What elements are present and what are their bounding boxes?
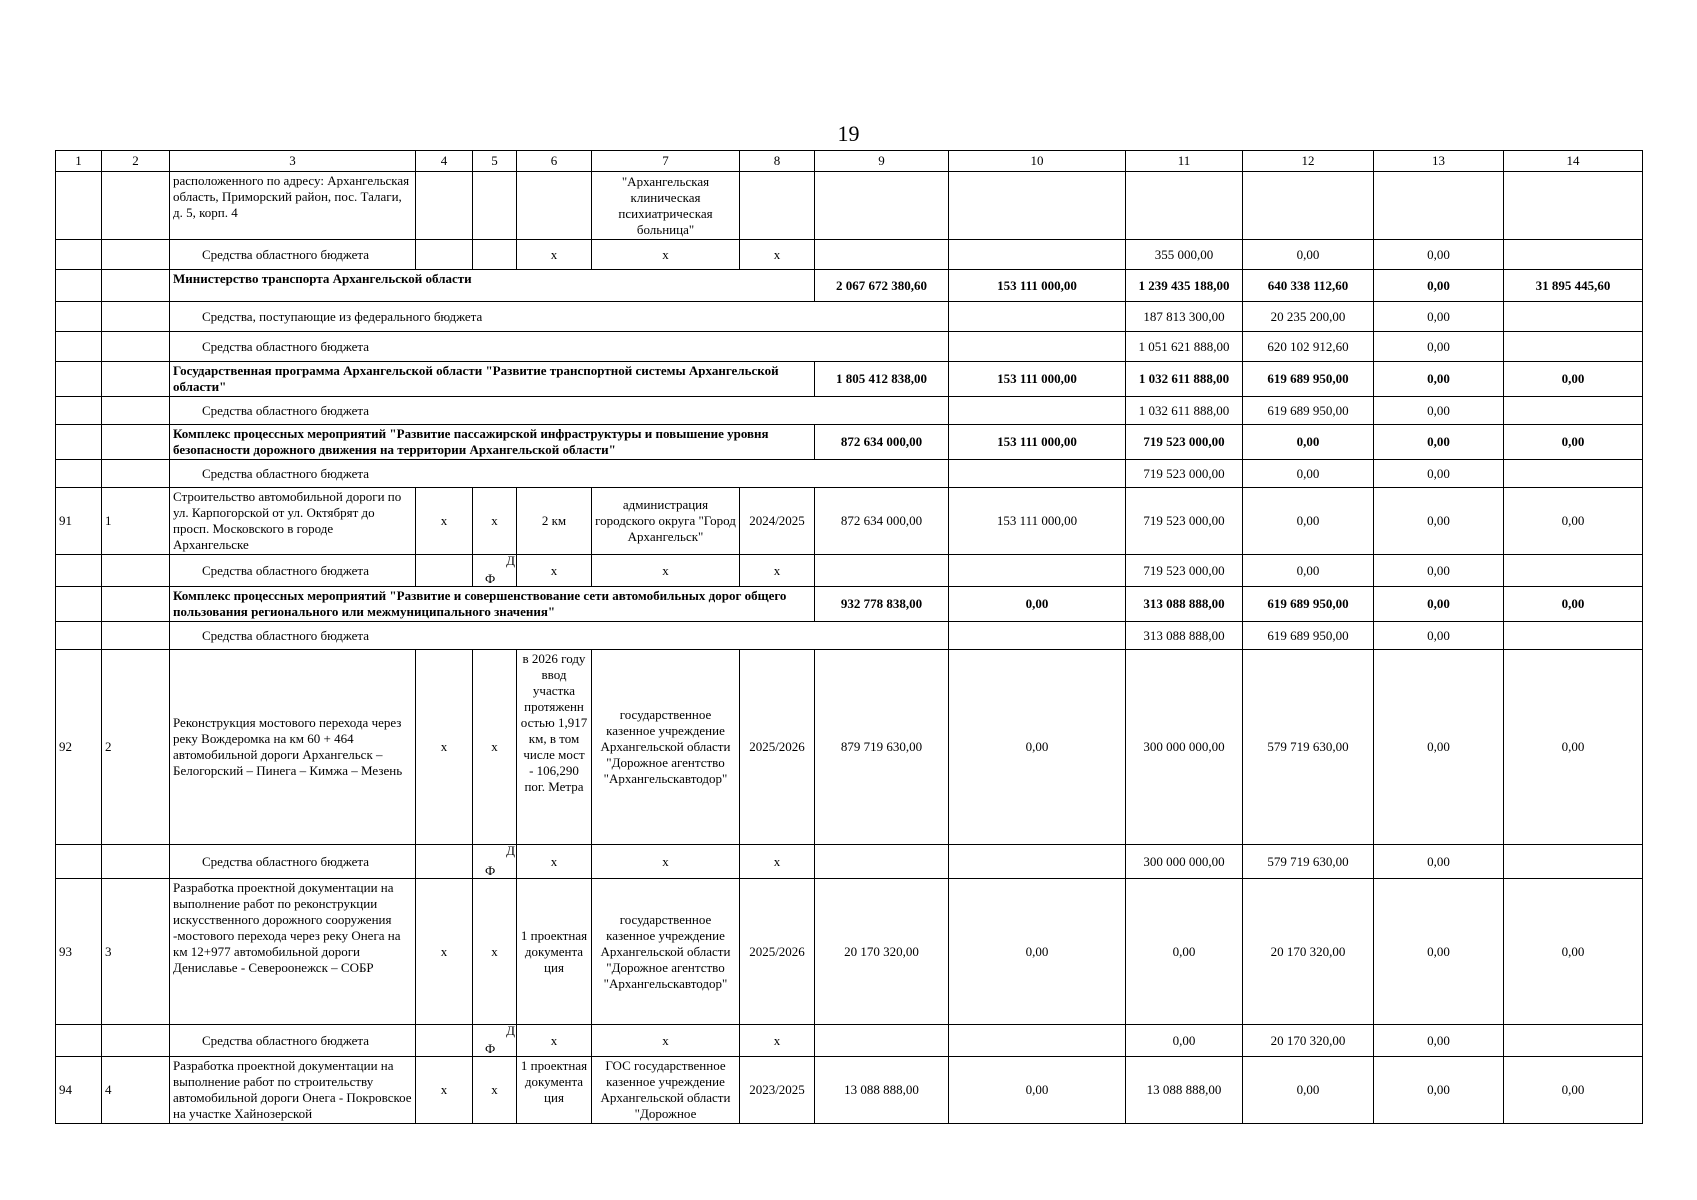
executor: администрация городского округа "Город Архангельск" <box>592 488 740 555</box>
col-header: 3 <box>170 151 416 172</box>
ministry-name: Министерство транспорта Архангельской области <box>170 270 815 302</box>
table-row: 92 2 Реконструкция мостового перехода через реку Вождеромка на км 60 + 464 автомобильной дороги Архангельск – Белогорский – Пинега – Кимжа – Мезень х х в 2026 году ввод участка протяженн остью 1,917 км, в том числе мост - 106,290 пог. Метра государственное казенное учреждение Архангельской области "Дорожное агентство "Архангельскавтодор" 2025/2026 879 719 630,00 0,00 300 000 000,00 579 719 630,00 0,00 0,00 <box>56 650 1643 845</box>
col-header: 9 <box>815 151 949 172</box>
col-header: 12 <box>1243 151 1374 172</box>
table-row <box>56 172 1643 240</box>
table-row: 91 1 Строительство автомобильной дороги по ул. Карпогорской от ул. Октябрят до просп. Московского в городе Архангельске х х 2 км администрация городского округа "Город Архангельск" 2024/2025 872 634 000,00 153 111 000,00 719 523 000,00 0,00 0,00 0,00 <box>56 488 1643 555</box>
funding-label: Средства областного бюджета <box>170 622 949 650</box>
page-number: 19 <box>837 121 860 146</box>
program-name: Государственная программа Архангельской области "Развитие транспортной системы Архангельской области" <box>170 362 815 397</box>
item-name: Разработка проектной документации на выполнение работ по строительству автомобильной дороги Онега - Покровское на участке Хайнозерской <box>170 1057 416 1124</box>
funding-label: Средства, поступающие из федерального бюджета <box>170 302 949 332</box>
table-row: 94 4 Разработка проектной документации на выполнение работ по строительству автомобильной дороги Онега - Покровское на участке Хайнозерской х х 1 проектная документа ция ГОС государственное казенное учреждение Архангельской области "Дорожное 2023/2025 13 088 888,00 0,00 13 088 888,00 0,00 0,00 0,00 <box>56 1057 1643 1124</box>
funding-label: Средства областного бюджета <box>170 845 416 879</box>
table-row: 93 3 Разработка проектной документации на выполнение работ по реконструкции искусственного дорожного сооружения -мостового перехода через реку Онега на км 12+977 автомобильной дороги Дениславье - Североонежск – СОБР х х 1 проектная документа ция государственное казенное учреждение Архангельской области "Дорожное агентство "Архангельскавтодор" 2025/2026 20 170 320,00 0,00 0,00 20 170 320,00 0,00 0,00 <box>56 879 1643 1025</box>
col-header: 5 <box>473 151 517 172</box>
funding-label: Средства областного бюджета <box>170 240 416 270</box>
col-header: 13 <box>1374 151 1504 172</box>
complex-name: Комплекс процессных мероприятий "Развитие пассажирской инфраструктуры и повышение уровня безопасности дорожного движения на территории Архангельской области" <box>170 425 815 460</box>
col-header: 11 <box>1126 151 1243 172</box>
executor: ГОС государственное казенное учреждение Архангельской области "Дорожное <box>592 1057 740 1124</box>
funding-row: Средства областного бюджета х х х 355 000,00 0,00 0,00 <box>56 240 1643 270</box>
col-header: 10 <box>949 151 1126 172</box>
item-name: Разработка проектной документации на выполнение работ по реконструкции искусственного дорожного сооружения -мостового перехода через реку Онега на км 12+977 автомобильной дороги Дениславье - Североонежск – СОБР <box>170 879 416 1025</box>
col-header: 2 <box>102 151 170 172</box>
item-name: Строительство автомобильной дороги по ул. Карпогорской от ул. Октябрят до просп. Московского в городе Архангельске <box>170 488 416 555</box>
col-header: 7 <box>592 151 740 172</box>
funding-label: Средства областного бюджета <box>170 1025 416 1057</box>
budget-table <box>55 150 1643 1124</box>
df-mark: Д Ф <box>473 555 517 587</box>
item-name: расположенного по адресу: Архангельская область, Приморский район, пос. Талаги, д. 5, корп. 4 <box>170 172 416 240</box>
funding-label: Средства областного бюджета <box>170 332 949 362</box>
complex-row: Комплекс процессных мероприятий "Развитие пассажирской инфраструктуры и повышение уровня безопасности дорожного движения на территории Архангельской области" 872 634 000,00 153 111 000,00 719 523 000,00 0,00 0,00 0,00 <box>56 425 1643 460</box>
funding-label: Средства областного бюджета <box>170 460 949 488</box>
executor: государственное казенное учреждение Архангельской области "Дорожное агентство "Архангельскавтодор" <box>592 650 740 845</box>
funding-row: Средства областного бюджета 719 523 000,00 0,00 0,00 <box>56 460 1643 488</box>
funding-row: Средства областного бюджета 1 051 621 888,00 620 102 912,60 0,00 <box>56 332 1643 362</box>
column-number-row <box>56 151 1643 172</box>
df-mark: Д Ф <box>473 845 517 879</box>
funding-row: Средства областного бюджета Д Ф х х х 300 000 000,00 579 719 630,00 0,00 <box>56 845 1643 879</box>
col-header: 8 <box>740 151 815 172</box>
funding-row: Средства, поступающие из федерального бюджета 187 813 300,00 20 235 200,00 0,00 <box>56 302 1643 332</box>
funding-row: Средства областного бюджета Д Ф х х х 719 523 000,00 0,00 0,00 <box>56 555 1643 587</box>
item-name: Реконструкция мостового перехода через реку Вождеромка на км 60 + 464 автомобильной дороги Архангельск – Белогорский – Пинега – Кимжа – Мезень <box>170 650 416 845</box>
funding-row: Средства областного бюджета Д Ф х х х 0,00 20 170 320,00 0,00 <box>56 1025 1643 1057</box>
funding-label: Средства областного бюджета <box>170 555 416 587</box>
funding-label: Средства областного бюджета <box>170 397 949 425</box>
funding-row: Средства областного бюджета 1 032 611 888,00 619 689 950,00 0,00 <box>56 397 1643 425</box>
program-row: Государственная программа Архангельской области "Развитие транспортной системы Архангельской области" 1 805 412 838,00 153 111 000,00 1 032 611 888,00 619 689 950,00 0,00 0,00 <box>56 362 1643 397</box>
funding-row: Средства областного бюджета 313 088 888,00 619 689 950,00 0,00 <box>56 622 1643 650</box>
df-mark: Д Ф <box>473 1025 517 1057</box>
executor: государственное казенное учреждение Архангельской области "Дорожное агентство "Архангельскавтодор" <box>592 879 740 1025</box>
col-header: 14 <box>1504 151 1643 172</box>
ministry-row: Министерство транспорта Архангельской области 2 067 672 380,60 153 111 000,00 1 239 435 188,00 640 338 112,60 0,00 31 895 445,60 <box>56 270 1643 302</box>
complex-row: Комплекс процессных мероприятий "Развитие и совершенствование сети автомобильных дорог общего пользования регионального или межмуниципального значения" 932 778 838,00 0,00 313 088 888,00 619 689 950,00 0,00 0,00 <box>56 587 1643 622</box>
complex-name: Комплекс процессных мероприятий "Развитие и совершенствование сети автомобильных дорог общего пользования регионального или межмуниципального значения" <box>170 587 815 622</box>
executor: "Архангельская клиническая психиатрическая больница" <box>592 172 740 240</box>
col-header: 4 <box>416 151 473 172</box>
col-header: 6 <box>517 151 592 172</box>
col-header: 1 <box>56 151 102 172</box>
